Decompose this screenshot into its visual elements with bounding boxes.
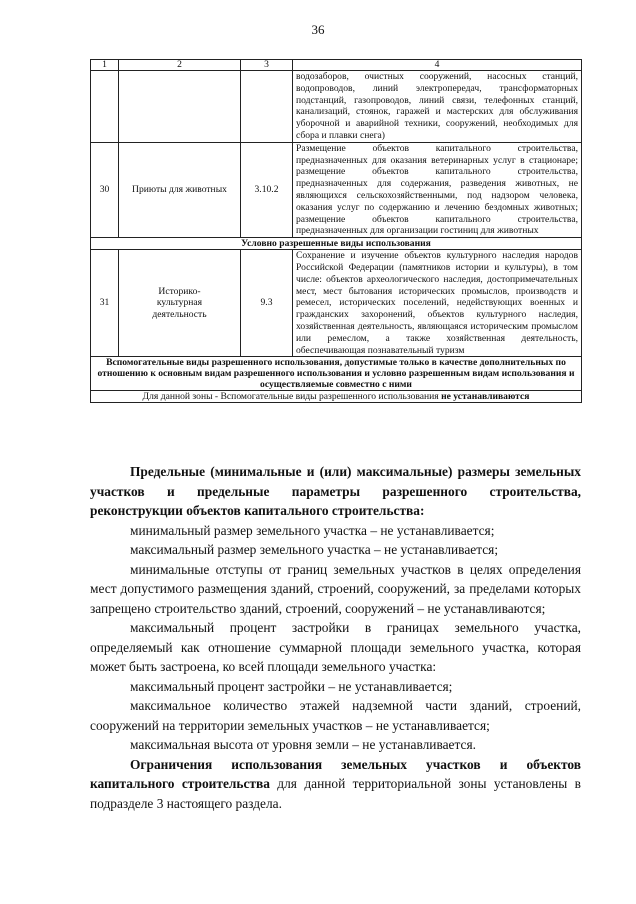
table-header-row [91,60,582,71]
section-title-conditional: Условно разрешенные виды использования [91,238,582,250]
restrictions-paragraph [90,755,581,814]
row-number: 30 [91,142,119,237]
regulations-text [90,462,581,813]
use-code: 9.3 [241,250,293,357]
table-row [91,142,582,237]
parameters-heading: Предельные (минимальные и (или) максимальные) размеры земельных участков и предельные параметры разрешенного строительства, реконструкции объектов капитального строительства: [90,464,581,518]
paragraph: максимальный процент застройки – не устанавливается; [130,678,453,694]
header-cell: 3 [241,60,293,71]
continuation-description: водозаборов, очистных сооружений, насосных станций, водопроводов, линий электропередач, трансформаторных подстанций, газопроводов, линий связи, телефонных станций, канализаций, стоянок, гаражей и мастерских для обслуживания уборочной и аварийной техники, сооружений, необходимых для сбора и плавки снега) [293,71,582,143]
paragraph: максимальный размер земельного участка – не устанавливается; [130,542,499,557]
auxiliary-note [91,391,582,403]
section-title-auxiliary: Вспомогательные виды разрешенного использования, допустимые только в качестве дополнительных по отношению к основным видам разрешенного использования и условно разрешенным видам использования и осуществляемые совместно с ними [91,357,582,391]
header-cell: 2 [119,60,241,71]
use-description: Сохранение и изучение объектов культурного наследия народов Российской Федерации (памятников истории и культуры), в том числе: объектов археологического наследия, достопримечательных мест, мест бытования исторических промыслов, производств и ремесел, исторических поселений, недействующих военных и гражданских захоронений, объектов культурного наследия, хозяйственная деятельность, являющаяся историческим промыслом или ремеслом, а также хозяйственная деятельность, обеспечивающая познавательный туризм [293,250,582,357]
table-row [91,250,582,357]
use-description: Размещение объектов капитального строительства, предназначенных для оказания ветеринарных услуг в стационаре; размещение объектов капитального строительства, предназначенных для содержания, разведения животных, не являющихся сельскохозяйственными, под надзором человека, оказания услуг по содержанию и лечению бездомных животных; размещение объектов капитального строительства, предназначенных для организации гостиниц для животных [293,142,582,237]
section-row [91,357,582,391]
paragraph: минимальный размер земельного участка – не устанавливается; [130,522,495,538]
row-number: 31 [91,250,119,357]
use-code: 3.10.2 [241,142,293,237]
header-cell: 1 [91,60,119,71]
restrictions-rest: для данной территориальной зоны установлены в подразделе 3 настоящего раздела. [90,776,581,811]
use-name: Историко-культурная деятельность [119,250,241,357]
table-row [91,391,582,403]
paragraph: минимальные отступы от границ земельных участков в целях определения мест допустимого размещения зданий, строений, сооружений, за пределами которых запрещено строительство зданий, строений, сооружений – не устанавливаются; [90,561,581,616]
paragraph: максимальное количество этажей надземной части зданий, строений, сооружений на территории земельных участков – не устанавливается; [90,698,581,733]
auxiliary-note-text: Для данной зоны - Вспомогательные виды разрешенного использования [142,391,442,403]
header-cell: 4 [293,60,582,71]
land-use-table [90,59,582,403]
section-row [91,238,582,250]
page-number: 36 [311,22,325,37]
auxiliary-note-bold: не устанавливаются [441,391,530,403]
paragraph: максимальный процент застройки в границах земельного участка, определяемый как отношение суммарной площади земельного участка, которая может быть застроена, ко всей площади земельного участка: [90,620,581,674]
paragraph: максимальная высота от уровня земли – не устанавливается. [130,737,476,752]
table-row [91,71,582,143]
restrictions-bold: Ограничения использования земельных участков и объектов капитального строительства [90,756,581,791]
use-name: Приюты для животных [119,142,241,237]
